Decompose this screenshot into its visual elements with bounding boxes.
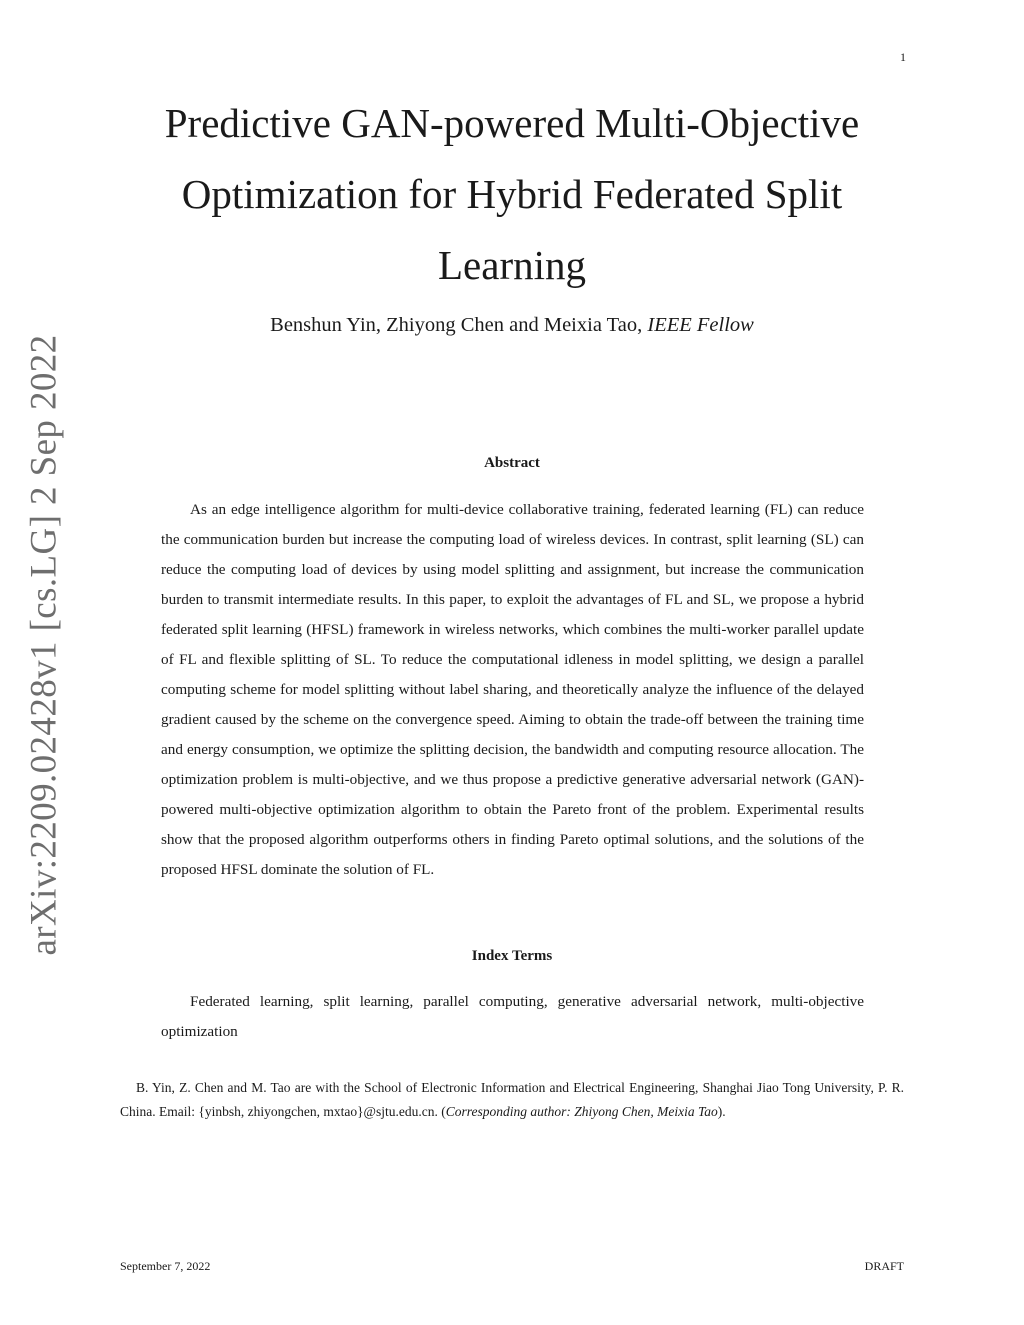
footnote-affiliation-text: B. Yin, Z. Chen and M. Tao are with the School of Electronic Information and Electrical Engineering, Shanghai Jiao Tong University, P. R. China. Email: {yinbsh, zhiyongchen, mxtao}@sjtu.edu.cn. ( <box>120 1080 904 1119</box>
index-terms-heading: Index Terms <box>471 948 553 964</box>
author-line <box>150 314 874 337</box>
abstract-text: As an edge intelligence algorithm for multi-device collaborative training, federated learning (FL) can reduce the communication burden but increase the computing load of wireless devices. In contrast, split learning (SL) can reduce the computing load of devices by using model splitting and assignment, but increase the communication burden to transmit intermediate results. In this paper, to exploit the advantages of FL and SL, we propose a hybrid federated split learning (HFSL) framework in wireless networks, which combines the multi-worker parallel update of FL and flexible splitting of SL. To reduce the computational idleness in model splitting, we design a parallel computing scheme for model splitting without label sharing, and theoretically analyze the influence of the delayed gradient caused by the scheme on the convergence speed. Aiming to obtain the trade-off between the training time and energy consumption, we optimize the splitting decision, the bandwidth and computing resource allocation. The optimization problem is multi-objective, and we thus propose a predictive generative adversarial network (GAN)-powered multi-objective optimization algorithm to obtain the Pareto front of the problem. Experimental results show that the proposed algorithm outperforms others in finding Pareto optimal solutions, and the solutions of the proposed HFSL dominate the solution of FL. <box>161 501 864 878</box>
abstract-heading: Abstract <box>484 455 540 471</box>
footer-draft-label: DRAFT <box>864 1259 904 1273</box>
footnote-corresponding-author: Corresponding author: Zhiyong Chen, Meixia Tao <box>445 1104 718 1119</box>
affiliation-footnote <box>120 1076 904 1124</box>
index-terms-text: Federated learning, split learning, parallel computing, generative adversarial network, multi-objective optimization <box>161 993 864 1040</box>
arxiv-identifier-stamp: arXiv:2209.02428v1 [cs.LG] 2 Sep 2022 <box>23 334 65 956</box>
page-number: 1 <box>900 50 906 64</box>
author-fellow-title: IEEE Fellow <box>647 314 754 336</box>
author-names: Benshun Yin, Zhiyong Chen and Meixia Tao, <box>270 314 648 336</box>
footnote-tail: ). <box>717 1104 726 1119</box>
footer-date: September 7, 2022 <box>120 1259 211 1273</box>
paper-title: Predictive GAN-powered Multi-Objective Optimization for Hybrid Federated Split Learning <box>164 100 860 288</box>
